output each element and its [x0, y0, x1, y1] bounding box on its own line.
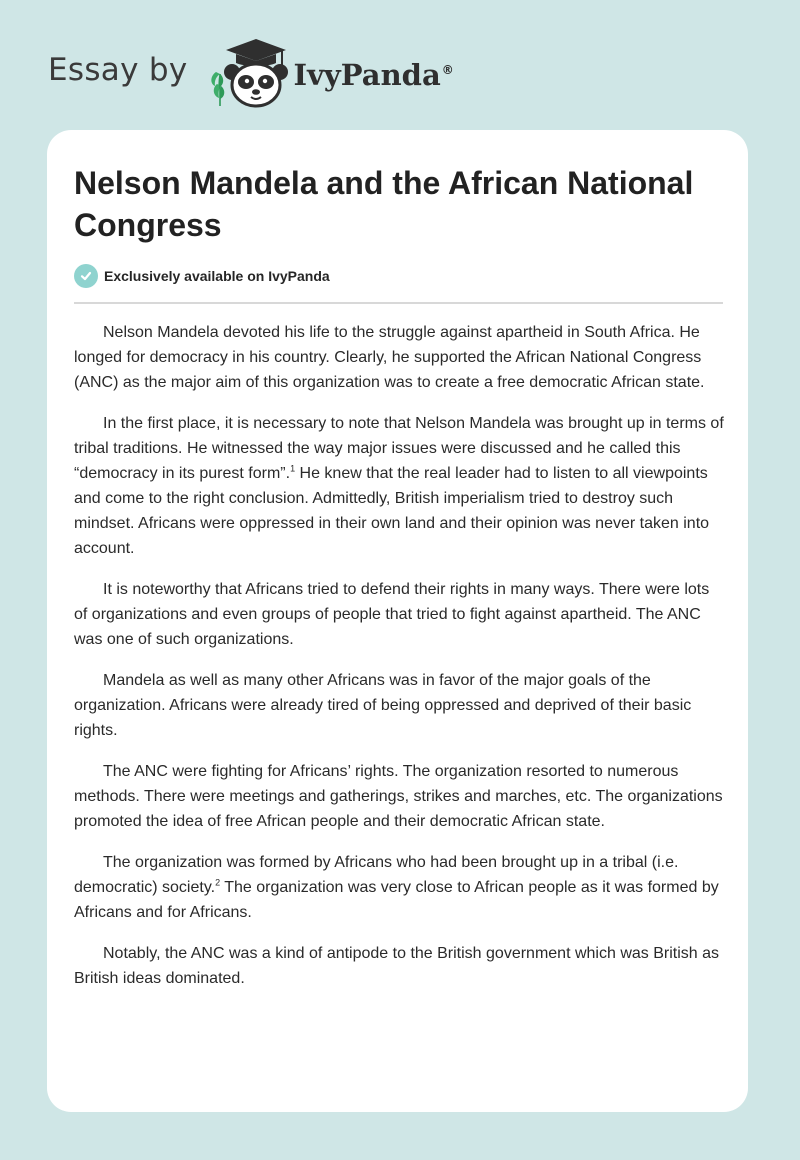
paragraph: It is noteworthy that Africans tried to defend their rights in many ways. There were lots of organizations and even groups of people that tried to fight against apartheid. The ANC was one of such organizations.	[74, 581, 710, 648]
paragraph: Notably, the ANC was a kind of antipode to the British government which was British as British ideas dominated.	[74, 945, 720, 987]
paragraph: In the first place, it is necessary to note that Nelson Mandela was brought up in terms of tribal traditions. He witnessed the way major issues were discussed and he called this “democracy in its purest form”.$^1$ He knew that the real leader had to listen to all viewpoints and come to the right conclusion. Admittedly, British imperialism tried to destroy such mindset. Africans were oppressed in their own land and their opinion was never taken into account.	[74, 415, 724, 557]
panda-graduate-icon[interactable]	[206, 36, 290, 110]
footnote-marker[interactable]: 2	[215, 877, 221, 888]
essay-card	[47, 130, 748, 1112]
brand-name[interactable]: IvyPanda®	[293, 58, 454, 92]
ivy-leaf-icon	[211, 72, 224, 106]
check-icon	[74, 264, 98, 288]
site-header	[48, 38, 454, 108]
divider	[74, 302, 723, 304]
brand-prefix: Essay by	[48, 52, 188, 88]
paragraph: The ANC were fighting for Africans’ rights. The organization resorted to numerous methods. There were meetings and gatherings, strikes and marches, etc. The organizations promoted the idea of free African people and their democratic African state.	[74, 763, 723, 830]
exclusive-badge	[74, 264, 330, 288]
paragraph: Mandela as well as many other Africans was in favor of the major goals of the organization. Africans were already tired of being oppressed and deprived of their basic rights.	[74, 672, 692, 739]
paragraph: Nelson Mandela devoted his life to the struggle against apartheid in South Africa. He longed for democracy in his country. Clearly, he supported the African National Congress (ANC) as the major aim of this organization was to create a free democratic African state.	[74, 324, 705, 391]
paragraph: The organization was formed by Africans who had been brought up in a tribal (i.e. democratic) society.$^2$ The organization was very close to African people as it was formed by Africans and for Africans.	[74, 854, 719, 921]
page-title: Nelson Mandela and the African National Congress	[74, 165, 694, 243]
exclusive-label: Exclusively available on IvyPanda	[104, 268, 330, 284]
registered-mark: ®	[441, 63, 454, 78]
footnote-marker[interactable]: 1	[290, 463, 296, 474]
essay-body	[74, 320, 726, 1007]
